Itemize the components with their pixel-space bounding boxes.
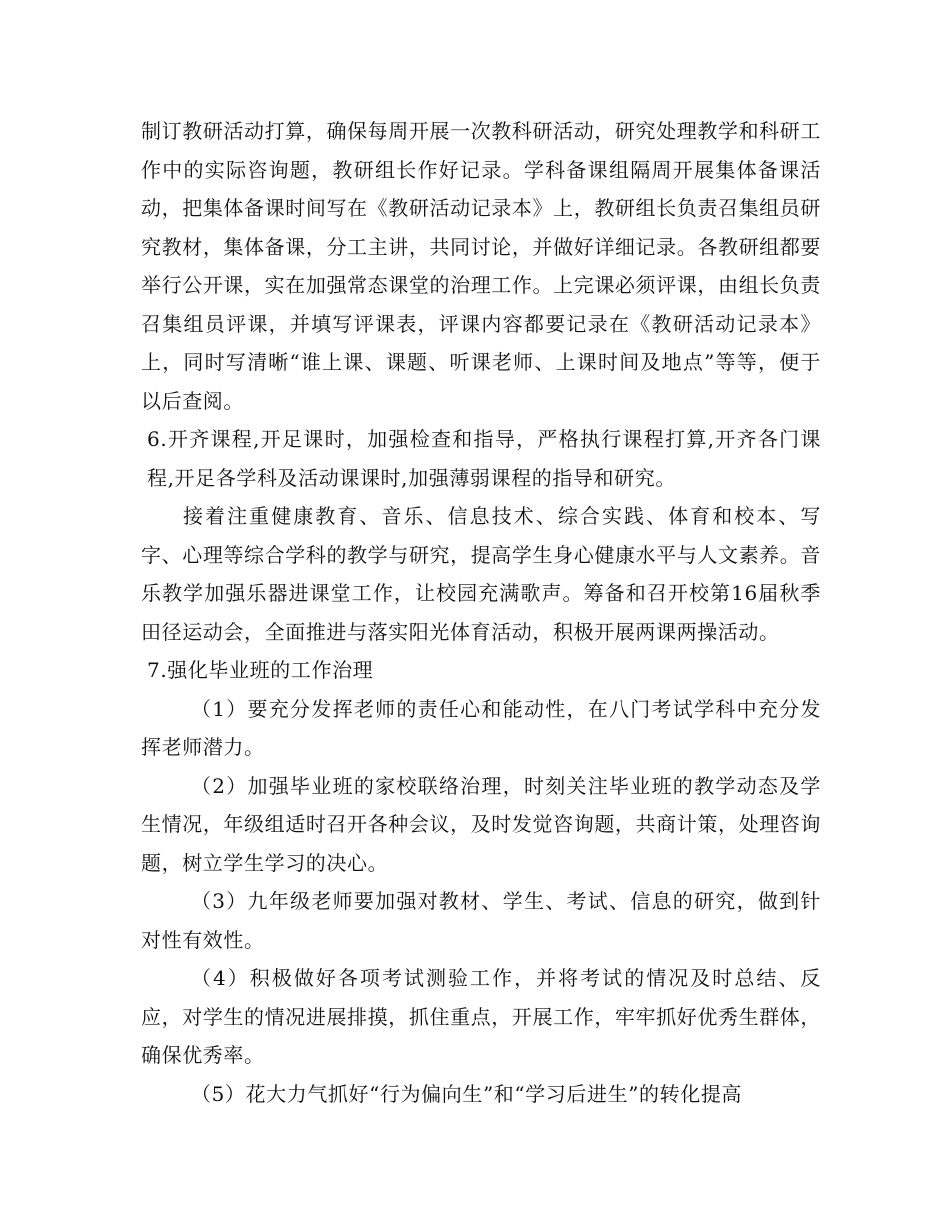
paragraph-teaching-research: 制订教研活动打算，确保每周开展一次教科研活动，研究处理教学和科研工作中的实际咨询题，教研组长作好记录。学科备课组隔周开展集体备课活动，把集体备课时间写在《教研活动记录本》上，教研组长负责召集组员研究教材，集体备课，分工主讲，共同讨论，并做好详细记录。各教研组都要举行公开课，实在加强常态课堂的治理工作。上完课必须评课，由组长负责召集组员评课，并填写评课表，评课内容都要记录在《教研活动记录本》上，同时写清晰“谁上课、课题、听课老师、上课时间及地点”等等，便于以后查阅。 [141,119,821,413]
paragraph-subitem-1: （1）要充分发挥老师的责任心和能动性，在八门考试学科中充分发挥老师潜力。 [141,696,821,759]
paragraph-item-6: 6.开齐课程,开足课时，加强检查和指导，严格执行课程打算,开齐各门课程,开足各学科及活动课课时,加强薄弱课程的指导和研究。 [147,427,821,490]
paragraph-subitem-4: （4）积极做好各项考试测验工作，并将考试的情况及时总结、反应，对学生的情况进展排摸，抓住重点，开展工作，牢牢抓好优秀生群体，确保优秀率。 [141,966,821,1067]
document-body [141,112,821,1113]
paragraph-comprehensive-subjects: 接着注重健康教育、音乐、信息技术、综合实践、体育和校本、写字、心理等综合学科的教学与研究，提高学生身心健康水平与人文素养。音乐教学加强乐器进课堂工作，让校园充满歌声。筹备和召开校第16届秋季田径运动会，全面推进与落实阳光体育活动，积极开展两课两操活动。 [141,504,821,644]
paragraph-subitem-2: （2）加强毕业班的家校联络治理，时刻关注毕业班的教学动态及学生情况，年级组适时召开各种会议，及时发觉咨询题，共商计策，处理咨询题，树立学生学习的决心。 [141,773,821,875]
paragraph-item-7-heading: 7.强化毕业班的工作治理 [147,658,374,682]
paragraph-subitem-5: （5）花大力气抓好“行为偏向生”和“学习后进生”的转化提高 [191,1081,743,1106]
paragraph-subitem-3: （3）九年级老师要加强对教材、学生、考试、信息的研究，做到针对性有效性。 [141,889,821,952]
